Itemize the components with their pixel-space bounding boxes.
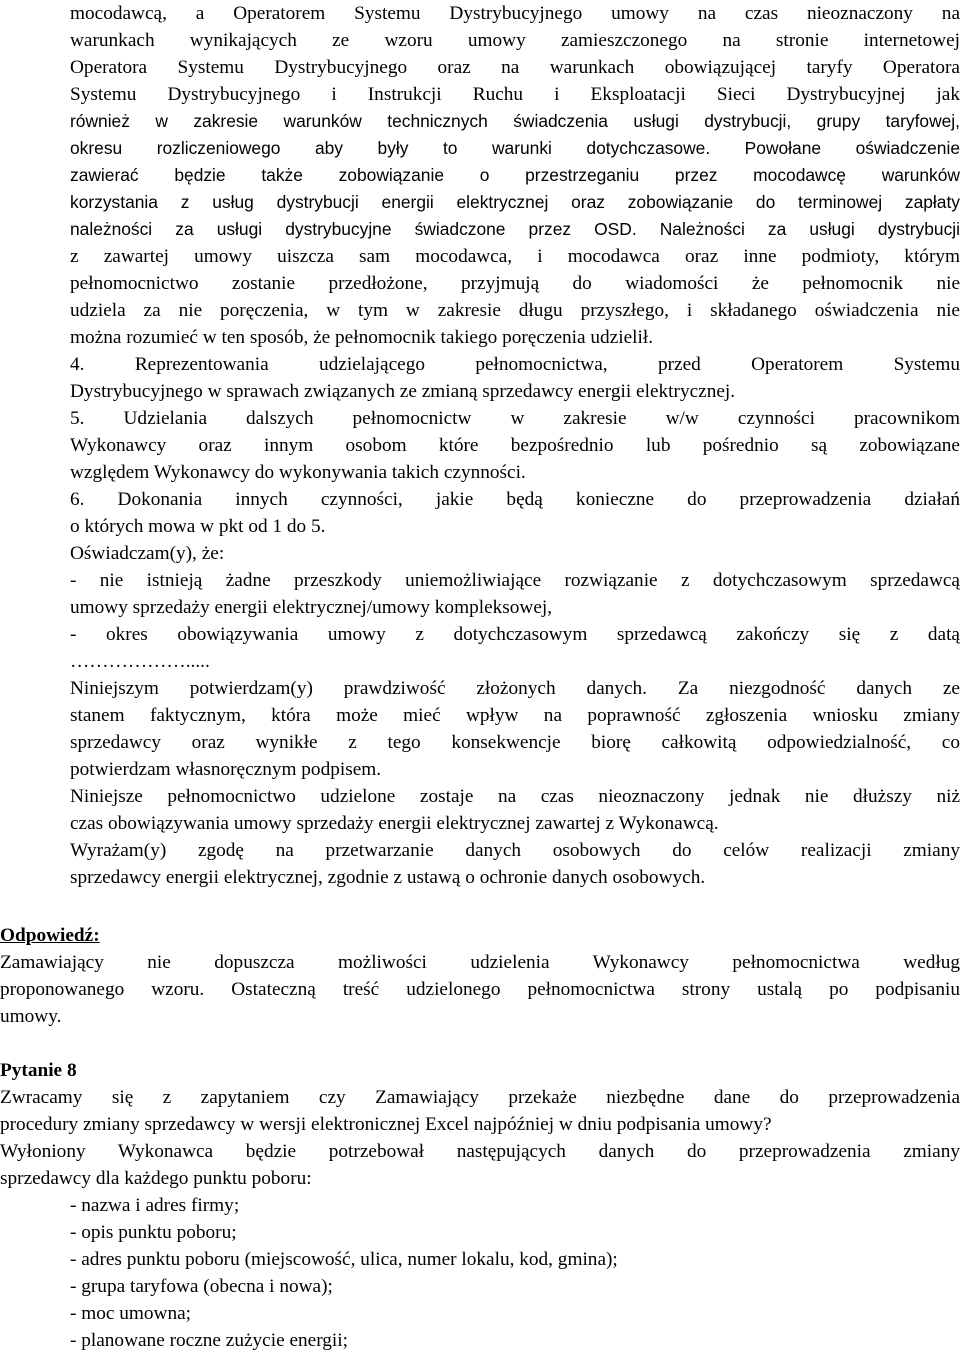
- text-line: korzystania z usług dystrybucji energii elektrycznej oraz zobowiązanie do terminowej zapłaty: [70, 192, 960, 212]
- text-line: udziela za nie poręczenia, w tym w zakresie długu przyszłego, i składanego oświadczenia nie: [70, 300, 960, 321]
- text-line: również w zakresie warunków technicznych świadczenia usługi dystrybucji, grupy taryfowej,: [70, 111, 960, 131]
- text-line: Wykonawcy oraz innym osobom które bezpośrednio lub pośrednio są zobowiązane: [70, 435, 960, 456]
- text-line: Niniejsze pełnomocnictwo udzielone zostaje na czas nieoznaczony jednak nie dłuższy niż: [70, 786, 960, 807]
- text-line: zawierać będzie także zobowiązanie o przestrzeganiu przez mocodawcę warunków: [70, 165, 960, 185]
- list-item: - adres punktu poboru (miejscowość, ulica, numer lokalu, kod, gmina);: [70, 1249, 618, 1270]
- question-section: [0, 1057, 960, 1354]
- question-line: sprzedawcy dla każdego punktu poboru:: [0, 1168, 312, 1189]
- answer-line: umowy.: [0, 1006, 62, 1027]
- text-line: 6. Dokonania innych czynności, jakie będą konieczne do przeprowadzenia działań: [70, 489, 960, 510]
- text-line: Niniejszym potwierdzam(y) prawdziwość złożonych danych. Za niezgodność danych ze: [70, 678, 960, 699]
- text-line: okresu rozliczeniowego aby były to warunki dotychczasowe. Powołane oświadczenie: [70, 138, 960, 158]
- list-item: - grupa taryfowa (obecna i nowa);: [70, 1276, 333, 1297]
- text-line: Wyrażam(y) zgodę na przetwarzanie danych osobowych do celów realizacji zmiany: [70, 840, 960, 861]
- text-line: Oświadczam(y), że:: [70, 543, 225, 564]
- text-line: należności za usługi dystrybucyjne świadczone przez OSD. Należności za usługi dystrybucji: [70, 219, 960, 239]
- answer-line: proponowanego wzoru. Ostateczną treść udzielonego pełnomocnictwa strony ustalą po podpisaniu: [0, 979, 960, 1000]
- question-heading: Pytanie 8: [0, 1060, 77, 1081]
- text-line: o których mowa w pkt od 1 do 5.: [70, 516, 326, 537]
- question-line: procedury zmiany sprzedawcy w wersji elektronicznej Excel najpóźniej w dniu podpisania umowy?: [0, 1114, 772, 1135]
- answer-line: Zamawiający nie dopuszcza możliwości udzielenia Wykonawcy pełnomocnictwa według: [0, 952, 960, 973]
- text-line: Systemu Dystrybucyjnego i Instrukcji Ruchu i Eksploatacji Sieci Dystrybucyjnej jak: [70, 84, 960, 105]
- power-of-attorney-text: [70, 0, 960, 891]
- text-line: 5. Udzielania dalszych pełnomocnictw w zakresie w/w czynności pracownikom: [70, 408, 960, 429]
- answer-section: [0, 922, 960, 1030]
- text-line: stanem faktycznym, która może mieć wpływ na poprawność zgłoszenia wniosku zmiany: [70, 705, 960, 726]
- text-line: 4. Reprezentowania udzielającego pełnomocnictwa, przed Operatorem Systemu: [70, 354, 960, 375]
- text-line: warunkach wynikających ze wzoru umowy zamieszczonego na stronie internetowej: [70, 30, 960, 51]
- text-line: Operatora Systemu Dystrybucyjnego oraz na warunkach obowiązującej taryfy Operatora: [70, 57, 960, 78]
- text-line: pełnomocnictwo zostanie przedłożone, przyjmują do wiadomości że pełnomocnik nie: [70, 273, 960, 294]
- requested-data-list: [0, 1192, 960, 1354]
- text-line: potwierdzam własnoręcznym podpisem.: [70, 759, 382, 780]
- text-line: Dystrybucyjnego w sprawach związanych ze zmianą sprzedawcy energii elektrycznej.: [70, 381, 736, 402]
- text-line: - nie istnieją żadne przeszkody uniemożliwiające rozwiązanie z dotychczasowym sprzedawcą: [70, 570, 960, 591]
- text-line: ……………….....: [70, 651, 210, 672]
- answer-heading: Odpowiedź:: [0, 925, 100, 946]
- text-line: - okres obowiązywania umowy z dotychczasowym sprzedawcą zakończy się z datą: [70, 624, 960, 645]
- text-line: mocodawcą, a Operatorem Systemu Dystrybucyjnego umowy na czas nieoznaczony na: [70, 3, 960, 24]
- list-item: - opis punktu poboru;: [70, 1222, 237, 1243]
- list-item: - moc umowna;: [70, 1303, 192, 1324]
- text-line: sprzedawcy oraz wynikłe z tego konsekwencje biorę całkowitą odpowiedzialność, co: [70, 732, 960, 753]
- text-line: czas obowiązywania umowy sprzedaży energii elektrycznej zawartej z Wykonawcą.: [70, 813, 719, 834]
- text-line: z zawartej umowy uiszcza sam mocodawca, i mocodawca oraz inne podmioty, którym: [70, 246, 960, 267]
- question-line: Zwracamy się z zapytaniem czy Zamawiający przekaże niezbędne dane do przeprowadzenia: [0, 1087, 960, 1108]
- text-line: można rozumieć w ten sposób, że pełnomocnik takiego poręczenia udzielił.: [70, 327, 654, 348]
- list-item: - nazwa i adres firmy;: [70, 1195, 240, 1216]
- text-line: względem Wykonawcy do wykonywania takich czynności.: [70, 462, 526, 483]
- text-line: umowy sprzedaży energii elektrycznej/umowy kompleksowej,: [70, 597, 553, 618]
- question-line: Wyłoniony Wykonawca będzie potrzebował następujących danych do przeprowadzenia zmiany: [0, 1141, 960, 1162]
- list-item: - planowane roczne zużycie energii;: [70, 1330, 349, 1351]
- text-line: sprzedawcy energii elektrycznej, zgodnie z ustawą o ochronie danych osobowych.: [70, 867, 706, 888]
